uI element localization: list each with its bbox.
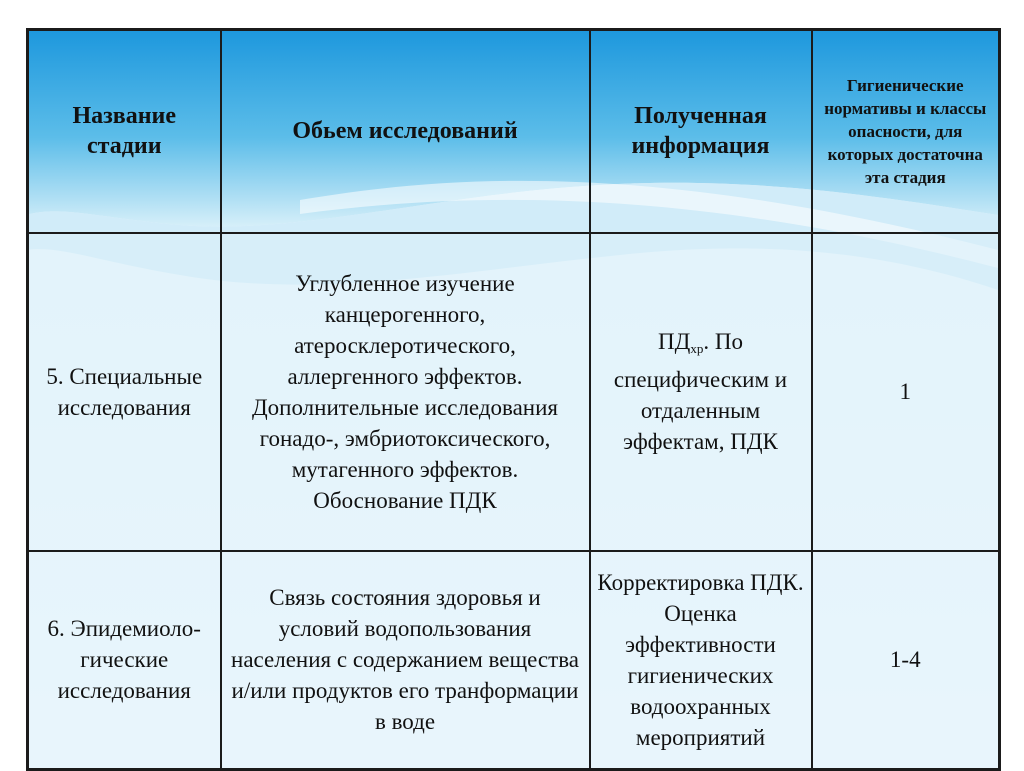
table-row <box>28 233 1000 551</box>
cell-scope: Углубленное изучение канцерогенного, атеросклеротического, аллергенного эффектов. Дополнительные исследования гонадо-, эмбриотоксического, мутагенного эффектов. Обоснование ПДК <box>221 233 590 551</box>
table-row <box>28 551 1000 770</box>
header-stage: Название стадии <box>28 30 221 233</box>
header-info: Полученная информация <box>590 30 812 233</box>
header-row <box>28 30 1000 233</box>
info-subscript: хр <box>690 341 704 356</box>
stages-table <box>26 28 1001 771</box>
header-scope: Обьем исследований <box>221 30 590 233</box>
info-main: ПД <box>658 329 691 354</box>
cell-info <box>590 233 812 551</box>
cell-class: 1-4 <box>812 551 1000 770</box>
cell-class: 1 <box>812 233 1000 551</box>
cell-info: Корректировка ПДК. Оценка эффективности гигиенических водоохранных мероприятий <box>590 551 812 770</box>
header-norms: Гигиенические нормативы и классы опасности, для которых достаточна эта стадия <box>812 30 1000 233</box>
cell-stage: 6. Эпидемиоло-гические исследования <box>28 551 221 770</box>
cell-scope: Связь состояния здоровья и условий водопользования населения с содержанием вещества и/или продуктов его транформации в воде <box>221 551 590 770</box>
info-rest: . По специфическим и отдаленным эффектам, ПДК <box>613 329 788 454</box>
cell-stage: 5. Специальные исследования <box>28 233 221 551</box>
